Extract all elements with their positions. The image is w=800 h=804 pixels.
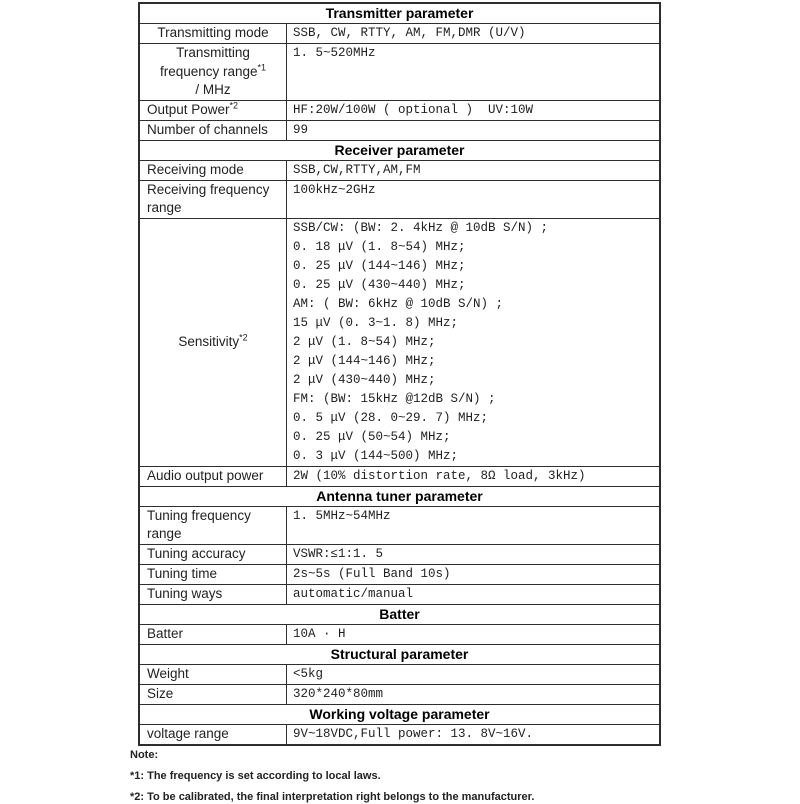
label-line <box>147 585 282 604</box>
label-line <box>147 625 282 644</box>
label-text: Transmitting <box>176 45 250 60</box>
row-label <box>140 725 287 744</box>
spec-row <box>140 43 659 100</box>
value-line: <5kg <box>293 666 324 681</box>
row-label <box>140 181 287 218</box>
label-text: frequency range <box>159 63 258 79</box>
spec-row <box>140 23 659 43</box>
label-text: Weight <box>147 665 189 681</box>
row-label <box>140 467 287 486</box>
label-line <box>147 467 282 486</box>
spec-row <box>140 218 659 466</box>
row-value <box>287 219 659 466</box>
value-line: 99 <box>293 122 309 137</box>
footnote-marker: *2 <box>229 100 239 110</box>
value-line: SSB,CW,RTTY,AM,FM <box>293 162 421 177</box>
value-line: 100kHz~2GHz <box>293 182 376 197</box>
value-line: FM: (BW: 15kHz @12dB S/N) ; <box>293 391 496 406</box>
value-line: 9V~18VDC,Full power: 13. 8V~16V. <box>293 726 534 741</box>
row-label <box>140 101 287 120</box>
spec-row <box>140 724 659 744</box>
label-text: Tuning time <box>147 565 218 581</box>
notes-section <box>130 749 800 804</box>
value-line: 10A · H <box>293 626 346 641</box>
row-value <box>287 121 659 140</box>
value-line: 0. 25 μV (50~54) MHz; <box>293 429 451 444</box>
label-text: voltage range <box>147 725 229 741</box>
spec-row <box>140 624 659 644</box>
row-label <box>140 565 287 584</box>
spec-row <box>140 466 659 486</box>
value-line: 15 μV (0. 3~1. 8) MHz; <box>293 315 459 330</box>
label-text: / MHz <box>195 82 231 97</box>
row-label <box>140 24 287 43</box>
row-value <box>287 161 659 180</box>
label-line <box>147 507 282 544</box>
row-label <box>140 44 287 100</box>
value-line: 2 μV (430~440) MHz; <box>293 372 436 387</box>
spec-row <box>140 506 659 544</box>
value-line: 0. 3 μV (144~500) MHz; <box>293 448 459 463</box>
row-label <box>140 545 287 564</box>
row-value <box>287 181 659 218</box>
section-header: Batter <box>140 604 659 624</box>
label-text: Number of channels <box>147 121 268 137</box>
value-line: 0. 25 μV (430~440) MHz; <box>293 277 466 292</box>
row-value <box>287 725 659 744</box>
label-line <box>147 181 282 218</box>
label-line <box>147 121 282 140</box>
note-line: *1: The frequency is set according to local laws. <box>130 769 381 782</box>
value-line: 320*240*80mm <box>293 686 384 701</box>
row-value <box>287 665 659 684</box>
spec-row <box>140 100 659 120</box>
footnote-marker: *1 <box>257 62 267 72</box>
section-header: Antenna tuner parameter <box>140 486 659 506</box>
row-label <box>140 685 287 704</box>
row-value <box>287 507 659 544</box>
section-header: Working voltage parameter <box>140 704 659 724</box>
spec-row <box>140 180 659 218</box>
row-value <box>287 685 659 704</box>
row-value <box>287 44 659 100</box>
label-text: Tuning accuracy <box>147 545 246 561</box>
row-value <box>287 101 659 120</box>
row-label <box>140 161 287 180</box>
value-line: 1. 5~520MHz <box>293 46 376 60</box>
note-title: Note: <box>130 748 159 761</box>
row-label <box>140 219 287 466</box>
footnote-marker: *2 <box>239 332 248 343</box>
row-value <box>287 467 659 486</box>
section-header: Structural parameter <box>140 644 659 664</box>
label-text: Receiving frequency range <box>147 181 270 215</box>
value-line: 0. 5 μV (28. 0~29. 7) MHz; <box>293 410 489 425</box>
value-line: HF:20W/100W ( optional ) UV:10W <box>293 102 534 117</box>
value-line: 1. 5MHz~54MHz <box>293 508 391 523</box>
label-line <box>142 81 284 100</box>
row-label <box>140 665 287 684</box>
label-line <box>147 725 282 744</box>
label-line <box>142 333 284 352</box>
section-header: Transmitter parameter <box>325 5 474 21</box>
label-line <box>147 161 282 180</box>
row-value <box>287 565 659 584</box>
spec-row <box>140 160 659 180</box>
label-text: Batter <box>147 625 184 641</box>
label-text: Tuning ways <box>147 585 223 601</box>
spec-row <box>140 544 659 564</box>
label-line <box>147 545 282 564</box>
row-label <box>140 121 287 140</box>
label-line <box>142 24 284 43</box>
row-label <box>140 507 287 544</box>
value-line: 2 μV (144~146) MHz; <box>293 353 436 368</box>
value-line: 0. 18 μV (1. 8~54) MHz; <box>293 239 466 254</box>
spec-row <box>140 684 659 704</box>
value-line: 2W (10% distortion rate, 8Ω load, 3kHz) <box>293 468 586 483</box>
label-line <box>142 44 284 63</box>
section-header: Receiver parameter <box>140 140 659 160</box>
value-line: 2s~5s (Full Band 10s) <box>293 566 451 581</box>
note-line: *2: To be calibrated, the final interpretation right belongs to the manufacturer. <box>130 790 535 803</box>
label-line <box>147 665 282 684</box>
spec-row <box>140 564 659 584</box>
label-line <box>147 101 282 120</box>
label-text: Sensitivity <box>178 333 240 349</box>
row-label <box>140 625 287 644</box>
row-value <box>287 625 659 644</box>
value-line: SSB, CW, RTTY, AM, FM,DMR (U/V) <box>293 26 526 40</box>
label-text: Receiving mode <box>147 161 244 177</box>
spec-row <box>140 664 659 684</box>
label-text: Output Power <box>147 101 230 117</box>
value-line: automatic/manual <box>293 586 414 601</box>
label-line <box>147 685 282 704</box>
value-line: VSWR:≤1:1. 5 <box>293 546 384 561</box>
spec-row <box>140 120 659 140</box>
row-value <box>287 585 659 604</box>
label-line <box>142 63 284 82</box>
row-value <box>287 545 659 564</box>
spec-row <box>140 584 659 604</box>
label-text: Tuning frequency range <box>147 507 251 541</box>
value-line: AM: ( BW: 6kHz @ 10dB S/N) ; <box>293 296 504 311</box>
value-line: 0. 25 μV (144~146) MHz; <box>293 258 466 273</box>
label-text: Audio output power <box>147 467 264 483</box>
value-line: SSB/CW: (BW: 2. 4kHz @ 10dB S/N) ; <box>293 220 549 235</box>
label-line <box>147 565 282 584</box>
row-label <box>140 585 287 604</box>
row-value <box>287 24 659 43</box>
label-text: Transmitting mode <box>157 25 269 40</box>
spec-table <box>138 2 661 746</box>
label-text: Size <box>147 685 174 701</box>
value-line: 2 μV (1. 8~54) MHz; <box>293 334 436 349</box>
